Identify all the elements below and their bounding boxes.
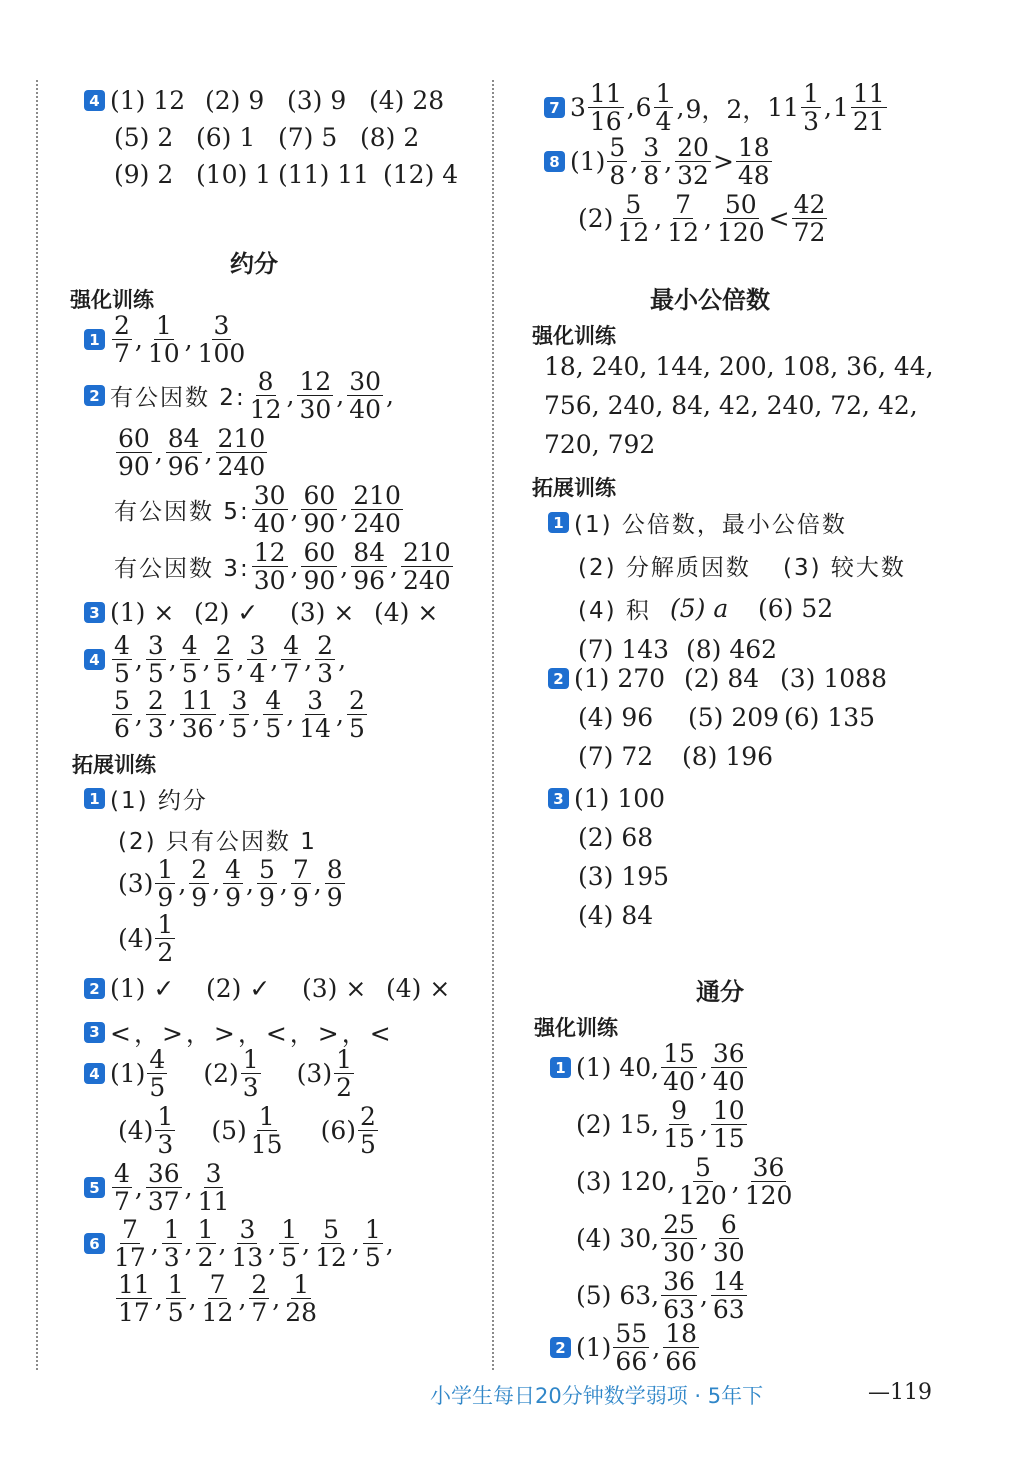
t1-lcm	[548, 506, 906, 664]
answer-item: (11) 11	[278, 160, 370, 189]
fraction: $\frac{1}{3}$	[803, 79, 819, 136]
fraction: $\frac{10}{15}$	[712, 1096, 745, 1153]
fraction: $\frac{1}{9}$	[157, 855, 174, 912]
question-number: 1	[548, 512, 569, 533]
fraction: $\frac{5}{9}$	[259, 855, 275, 912]
tongfen-row: (4) 30, $\frac{25}{30}$ , $\frac{6}{30}$	[576, 1210, 745, 1267]
question-number: 1	[550, 1057, 571, 1078]
fraction: $\frac{4}{5}$	[181, 631, 198, 688]
q1-yuefen: 1 $\frac{2}{7}$ , $\frac{1}{10}$ , $\frac{3}{100}$	[84, 312, 249, 367]
answer-item: (2) 9	[205, 86, 265, 115]
answer-item: (2) ✓	[194, 598, 259, 627]
fraction: $\frac{55}{66}$	[615, 1319, 648, 1376]
fraction: $\frac{210}{240}$	[217, 424, 266, 481]
subsection-qianghua: 强化训练	[532, 324, 616, 348]
t2-yuefen	[84, 974, 450, 1003]
q3-yuefen	[84, 598, 438, 627]
fraction: $\frac{7}{12}$	[201, 1270, 234, 1327]
question-number: 4	[84, 1063, 105, 1084]
fraction: $\frac{20}{32}$	[677, 133, 709, 190]
subsection-tuozhan: 拓展训练	[532, 476, 616, 500]
fraction: $\frac{3}{13}$	[231, 1215, 264, 1272]
question-number: 2	[84, 385, 105, 406]
t6-yuefen: 6 $\frac{7}{17}$ , $\frac{1}{3}$ , $\frac{1}{2}$ , $\frac{3}{13}$ , $\frac{1}{5}$ , $\frac{5}{12}$ , $\frac{1}{5}$ , $\frac{11}{17}$ , $\frac{1}{5}$ , $\frac{7}{12}$ , $\frac{2}{7}$ , $\frac{1}{28}$	[84, 1216, 395, 1326]
section-title-yuefen: 约分	[230, 250, 278, 278]
fraction: $\frac{4}{7}$	[283, 631, 300, 688]
answer-item: (5) 2	[114, 123, 174, 152]
fraction: $\frac{4}{9}$	[225, 855, 242, 912]
question-number: 6	[84, 1233, 105, 1254]
fraction: $\frac{4}{5}$	[265, 686, 282, 743]
answer-line: 756, 240, 84, 42, 240, 72, 42,	[544, 391, 918, 420]
fraction: $\frac{3}{14}$	[299, 686, 332, 743]
fraction: $\frac{8}{9}$	[326, 855, 343, 912]
fraction: $\frac{2}{7}$	[251, 1270, 268, 1327]
answer-item: (3) ×	[290, 598, 355, 627]
answer-item: (4) 积	[578, 598, 651, 624]
q4-yuefen: 4 $\frac{4}{5}$ , $\frac{3}{5}$ , $\frac{4}{5}$ , $\frac{2}{5}$ , $\frac{3}{4}$ , $\frac{4}{7}$ , $\frac{2}{3}$ , $\frac{5}{6}$ , $\frac{2}{3}$ , $\frac{11}{36}$ , $\frac{3}{5}$ , $\frac{4}{5}$ , $\frac{3}{14}$ , $\frac{2}{5}$	[84, 632, 369, 742]
fraction: $\frac{1}{5}$	[281, 1215, 298, 1272]
fraction: $\frac{3}{11}$	[197, 1159, 230, 1216]
question-number: 3	[84, 602, 105, 623]
center-divider	[492, 80, 494, 1370]
fraction: $\frac{36}{63}$	[663, 1267, 695, 1324]
answer-label: (3)	[118, 869, 154, 898]
section-title-tongfen: 通分	[696, 978, 744, 1006]
answer-item: (1) 约分	[110, 788, 208, 814]
answer-item: (5) a	[670, 594, 729, 623]
fraction: $\frac{1}{15}$	[250, 1102, 283, 1159]
fraction: $\frac{15}{40}$	[663, 1039, 695, 1096]
question-number: 8	[544, 151, 565, 172]
fraction: $\frac{3}{100}$	[197, 311, 246, 368]
question-number: 3	[548, 788, 569, 809]
fraction: $\frac{84}{96}$	[353, 538, 386, 595]
fraction: $\frac{8}{12}$	[249, 367, 282, 424]
answer-item: (1) 12	[110, 86, 186, 115]
question-number: 5	[84, 1177, 105, 1198]
question-number: 2	[84, 978, 105, 999]
answer-item: (1) ✓	[110, 974, 175, 1003]
fraction: $\frac{36}{37}$	[147, 1159, 180, 1216]
fraction: $\frac{3}{8}$	[643, 133, 660, 190]
tongfen-row: (5) 63, $\frac{36}{63}$ , $\frac{14}{63}$	[576, 1267, 745, 1324]
fraction: $\frac{4}{5}$	[114, 631, 130, 688]
fraction: $\frac{36}{40}$	[712, 1039, 745, 1096]
fraction: $\frac{60}{90}$	[303, 538, 336, 595]
fraction: $\frac{25}{30}$	[663, 1210, 695, 1267]
fraction: $\frac{11}{16}$	[589, 79, 622, 136]
tongfen-row: 1 (1) 40, $\frac{15}{40}$ , $\frac{36}{40}$	[550, 1040, 796, 1095]
fraction: $\frac{30}{40}$	[349, 367, 382, 424]
section-title-lcm: 最小公倍数	[650, 286, 770, 314]
answer-item: (2) ✓	[206, 974, 271, 1003]
fraction: $\frac{18}{48}$	[737, 133, 770, 190]
question-number: 4	[84, 90, 105, 111]
book-title-footer: 小学生每日20分钟数学弱项 · 5年下	[430, 1384, 764, 1408]
answer-item: (3) 较大数	[783, 555, 906, 581]
fraction: $\frac{9}{15}$	[663, 1096, 695, 1153]
fraction: $\frac{210}{240}$	[403, 538, 451, 595]
fraction: $\frac{30}{40}$	[253, 481, 286, 538]
fraction: $\frac{2}{5}$	[359, 1102, 376, 1159]
subsection-tuozhan: 拓展训练	[72, 753, 156, 777]
fraction: $\frac{4}{5}$	[149, 1045, 166, 1102]
answer-block-4-top	[84, 86, 458, 189]
fraction: $\frac{2}{5}$	[348, 686, 365, 743]
fraction: $\frac{3}{5}$	[231, 686, 248, 743]
question-number: 1	[84, 788, 105, 809]
fraction: $\frac{60}{90}$	[118, 424, 150, 481]
question-number: 2	[548, 668, 569, 689]
answer-item: (1) 公倍数，最小公倍数	[574, 512, 847, 538]
fraction: $\frac{18}{66}$	[665, 1319, 697, 1376]
t5-yuefen: 5 $\frac{4}{7}$ , $\frac{36}{37}$ , $\frac{3}{11}$	[84, 1160, 233, 1215]
answer-item: (3) 9	[287, 86, 347, 115]
fraction: $\frac{11}{17}$	[118, 1270, 150, 1327]
fraction: $\frac{2}{3}$	[317, 631, 334, 688]
fraction: $\frac{6}{30}$	[712, 1210, 745, 1267]
answer-item: (8) 2	[360, 123, 420, 152]
fraction: $\frac{1}{3}$	[163, 1215, 180, 1272]
tf1	[550, 1040, 796, 1323]
answer-item: (7) 5	[278, 123, 338, 152]
answer-item: (4) ×	[374, 598, 439, 627]
fraction: $\frac{210}{240}$	[353, 481, 401, 538]
answer-item: (2) 只有公因数 1	[118, 829, 317, 855]
answer-label: (4)	[118, 924, 154, 953]
fraction: $\frac{12}{30}$	[253, 538, 286, 595]
answer-item: (1) ×	[110, 598, 175, 627]
answer-block-8: 8 (1) $\frac{5}{8}$ , $\frac{3}{8}$ , $\frac{20}{32}$ > $\frac{18}{48}$ (2) $\frac{5}{12}$ , $\frac{7}{12}$ , $\frac{50}{120}$ < $\frac{42}{72}$	[544, 134, 829, 246]
fraction: $\frac{1}{2}$	[336, 1045, 352, 1102]
subsection-qianghua: 强化训练	[534, 1016, 618, 1040]
answer-block-7: 7 3 $\frac{11}{16}$ , 6 $\frac{1}{4}$ , 9，2， 11 $\frac{1}{3}$ , 1 $\frac{11}{21}$	[544, 80, 889, 135]
fraction: $\frac{36}{120}$	[744, 1153, 793, 1210]
t2-lcm: 2 (1) 270 (2) 84 (3) 1088 (4) 96 (5) 209 (6) 135 (7) 72 (8) 196	[548, 664, 887, 771]
tf2: 2 (1) $\frac{55}{66}$ , $\frac{18}{66}$	[550, 1320, 701, 1375]
fraction: $\frac{7}{9}$	[292, 855, 309, 912]
fraction: $\frac{1}{2}$	[197, 1215, 214, 1272]
fraction: $\frac{12}{30}$	[299, 367, 332, 424]
answer-line: 18, 240, 144, 200, 108, 36, 44,	[544, 352, 934, 381]
question-number: 4	[84, 649, 105, 670]
fraction: $\frac{5}{8}$	[609, 133, 626, 190]
fraction: $\frac{1}{28}$	[285, 1270, 318, 1327]
fraction: $\frac{14}{63}$	[712, 1267, 745, 1324]
answer-item: (9) 2	[114, 160, 174, 189]
fraction: $\frac{1}{3}$	[157, 1102, 174, 1159]
fraction: $\frac{50}{120}$	[716, 190, 765, 247]
label: 有公因数 5:	[114, 499, 250, 525]
fraction: $\frac{1}{10}$	[147, 311, 180, 368]
question-number: 2	[550, 1337, 571, 1358]
answer-item: (7) 143	[578, 635, 670, 664]
fraction: $\frac{1}{3}$	[242, 1045, 259, 1102]
fraction: $\frac{5}{12}$	[315, 1215, 347, 1272]
fraction: $\frac{1}{5}$	[364, 1215, 381, 1272]
fraction: $\frac{5}{120}$	[679, 1153, 727, 1210]
fraction: $\frac{7}{12}$	[667, 190, 699, 247]
fraction: $\frac{7}{17}$	[114, 1215, 146, 1272]
fraction: $\frac{11}{21}$	[852, 79, 885, 136]
tongfen-row: (3) 120, $\frac{5}{120}$ , $\frac{36}{120}$	[576, 1153, 793, 1210]
fraction: $\frac{42}{72}$	[793, 190, 826, 247]
fraction: $\frac{1}{2}$	[157, 910, 174, 967]
q2-yuefen: 2 有公因数 2: $\frac{8}{12}$ , $\frac{12}{30}$ , $\frac{30}{40}$ , $\frac{60}{90}$ , $\frac{84}{96}$ , $\frac{210}{240}$ 有公因数 5: $\frac{30}{40}$ , $\frac{60}{90}$ , $\frac{210}{240}$ 有公因数 3: $\frac{12}{30}$ , $\frac{60}{90}$ , $\frac{84}{96}$ , $\frac{210}{240}$	[84, 368, 455, 594]
page-number: —119	[868, 1380, 932, 1405]
answer-item: (4) ×	[386, 974, 451, 1003]
fraction: $\frac{4}{7}$	[114, 1159, 130, 1216]
answer-line: 720, 792	[544, 430, 656, 459]
fraction: $\frac{3}{4}$	[249, 631, 266, 688]
fraction: $\frac{3}{5}$	[147, 631, 164, 688]
fraction: $\frac{5}{12}$	[617, 190, 650, 247]
question-number: 3	[84, 1022, 105, 1043]
answer-item: (6) 52	[758, 594, 834, 623]
label: 有公因数 3:	[114, 556, 250, 582]
t3-lcm: 3 (1) 100 (2) 68 (3) 195 (4) 84	[548, 784, 669, 930]
fraction: $\frac{1}{5}$	[167, 1270, 184, 1327]
label: 有公因数 2:	[110, 385, 246, 411]
fraction: $\frac{5}{6}$	[114, 686, 130, 743]
lcm-answers	[544, 352, 934, 459]
tongfen-row: (2) 15, $\frac{9}{15}$ , $\frac{10}{15}$	[576, 1096, 745, 1153]
fraction: $\frac{60}{90}$	[303, 481, 336, 538]
answer-item: (2) 分解质因数	[578, 555, 751, 581]
subsection-qianghua: 强化训练	[70, 288, 154, 312]
question-number: 7	[544, 97, 565, 118]
t1-yuefen: 1 (1) 约分 (2) 只有公因数 1 (3) $\frac{1}{9}$ , $\frac{2}{9}$ , $\frac{4}{9}$ , $\frac{5}{9}$ , $\frac{7}{9}$ , $\frac{8}{9}$ (4) $\frac{1}{2}$	[84, 782, 347, 966]
fraction: $\frac{84}{96}$	[167, 424, 200, 481]
fraction: $\frac{2}{5}$	[215, 631, 232, 688]
answer-item: (6) 1	[196, 123, 256, 152]
fraction: $\frac{1}{4}$	[655, 79, 672, 136]
left-divider	[36, 80, 38, 1370]
fraction: $\frac{11}{36}$	[181, 686, 214, 743]
fraction: $\frac{2}{9}$	[191, 855, 208, 912]
fraction: $\frac{2}{3}$	[147, 686, 164, 743]
answer-item: (10) 1	[196, 160, 272, 189]
answer-item: (12) 4	[383, 160, 459, 189]
answer-item: (8) 462	[686, 635, 778, 664]
question-number: 1	[84, 329, 105, 350]
t4-yuefen: 4 (1) $\frac{4}{5}$ (2) $\frac{1}{3}$ (3) $\frac{1}{2}$ (4) $\frac{1}{3}$ (5) $\frac{1}{15}$ (6) $\frac{2}{5}$	[84, 1046, 380, 1158]
answer-item: (4) 28	[369, 86, 445, 115]
answer-item: (3) ×	[302, 974, 367, 1003]
fraction: $\frac{2}{7}$	[114, 311, 130, 368]
answer-item: <，>，>，<，>，<	[110, 1019, 394, 1048]
